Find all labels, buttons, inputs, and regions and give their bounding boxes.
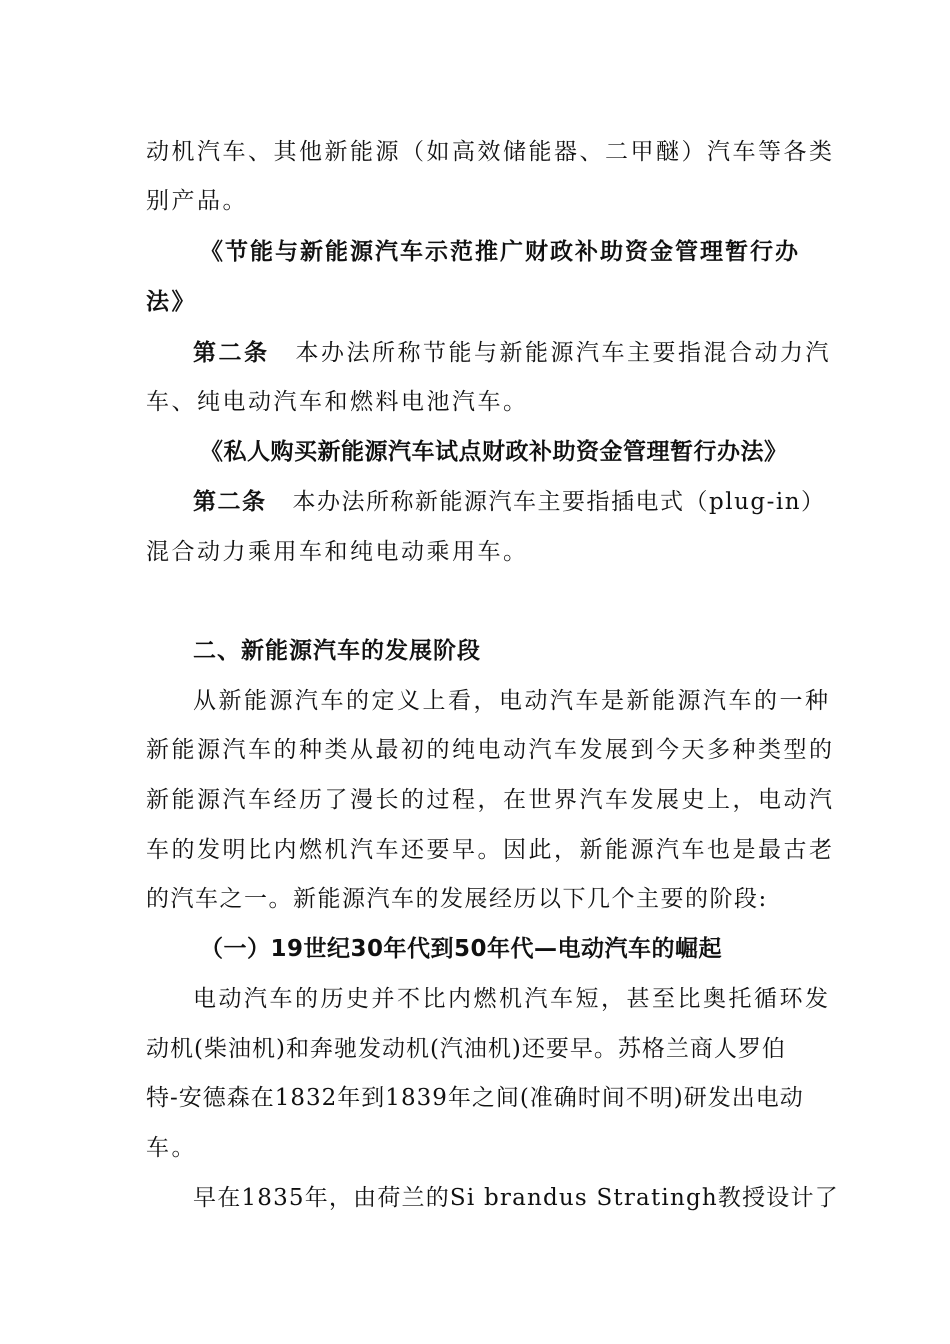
section2-subheading: （一）19世纪30年代到50年代—电动汽车的崛起 xyxy=(200,936,723,962)
law1-title-line-1: 《节能与新能源汽车示范推广财政补助资金管理暂行办 xyxy=(200,239,800,265)
section2-para1-line-4: 车的发明比内燃机汽车还要早。因此，新能源汽车也是最古老 xyxy=(146,837,835,863)
law1-title-line-2: 法》 xyxy=(146,289,197,315)
law2-article-label: 第二条 xyxy=(193,489,267,515)
law1-article xyxy=(193,338,831,368)
intro-line-2: 别产品。 xyxy=(146,188,248,214)
section2-para1-line-2: 新能源汽车的种类从最初的纯电动汽车发展到今天多种类型的 xyxy=(146,737,835,763)
law2-article-line-2: 混合动力乘用车和纯电动乘用车。 xyxy=(146,539,529,565)
section2-para1-line-3: 新能源汽车经历了漫长的过程，在世界汽车发展史上，电动汽 xyxy=(146,787,835,813)
law2-article-text-1: 本办法所称新能源汽车主要指插电式（plug-in） xyxy=(292,489,826,515)
section2-para2-line-1: 电动汽车的历史并不比内燃机汽车短，甚至比奥托循环发 xyxy=(193,986,831,1012)
section2-para1-line-1: 从新能源汽车的定义上看，电动汽车是新能源汽车的一种 xyxy=(193,688,831,714)
section2-heading: 二、新能源汽车的发展阶段 xyxy=(193,638,481,664)
law1-article-text-1: 本办法所称节能与新能源汽车主要指混合动力汽 xyxy=(295,340,831,366)
intro-line-1: 动机汽车、其他新能源（如高效储能器、二甲醚）汽车等各类 xyxy=(146,139,835,165)
law1-article-line-2: 车、纯电动汽车和燃料电池汽车。 xyxy=(146,389,529,415)
law2-article xyxy=(193,487,826,517)
section2-para1-line-5: 的汽车之一。新能源汽车的发展经历以下几个主要的阶段: xyxy=(146,886,768,912)
section2-para2-line-4: 车。 xyxy=(146,1135,197,1161)
law2-title: 《私人购买新能源汽车试点财政补助资金管理暂行办法》 xyxy=(200,439,788,465)
law1-article-label: 第二条 xyxy=(193,340,270,366)
section2-para2-line-2: 动机(柴油机)和奔驰发动机(汽油机)还要早。苏格兰商人罗伯 xyxy=(146,1036,786,1062)
section2-para2-line-3: 特-安德森在1832年到1839年之间(准确时间不明)研发出电动 xyxy=(146,1085,804,1111)
section2-para3-line-1: 早在1835年，由荷兰的Si brandus Stratingh教授设计了 xyxy=(193,1185,839,1211)
